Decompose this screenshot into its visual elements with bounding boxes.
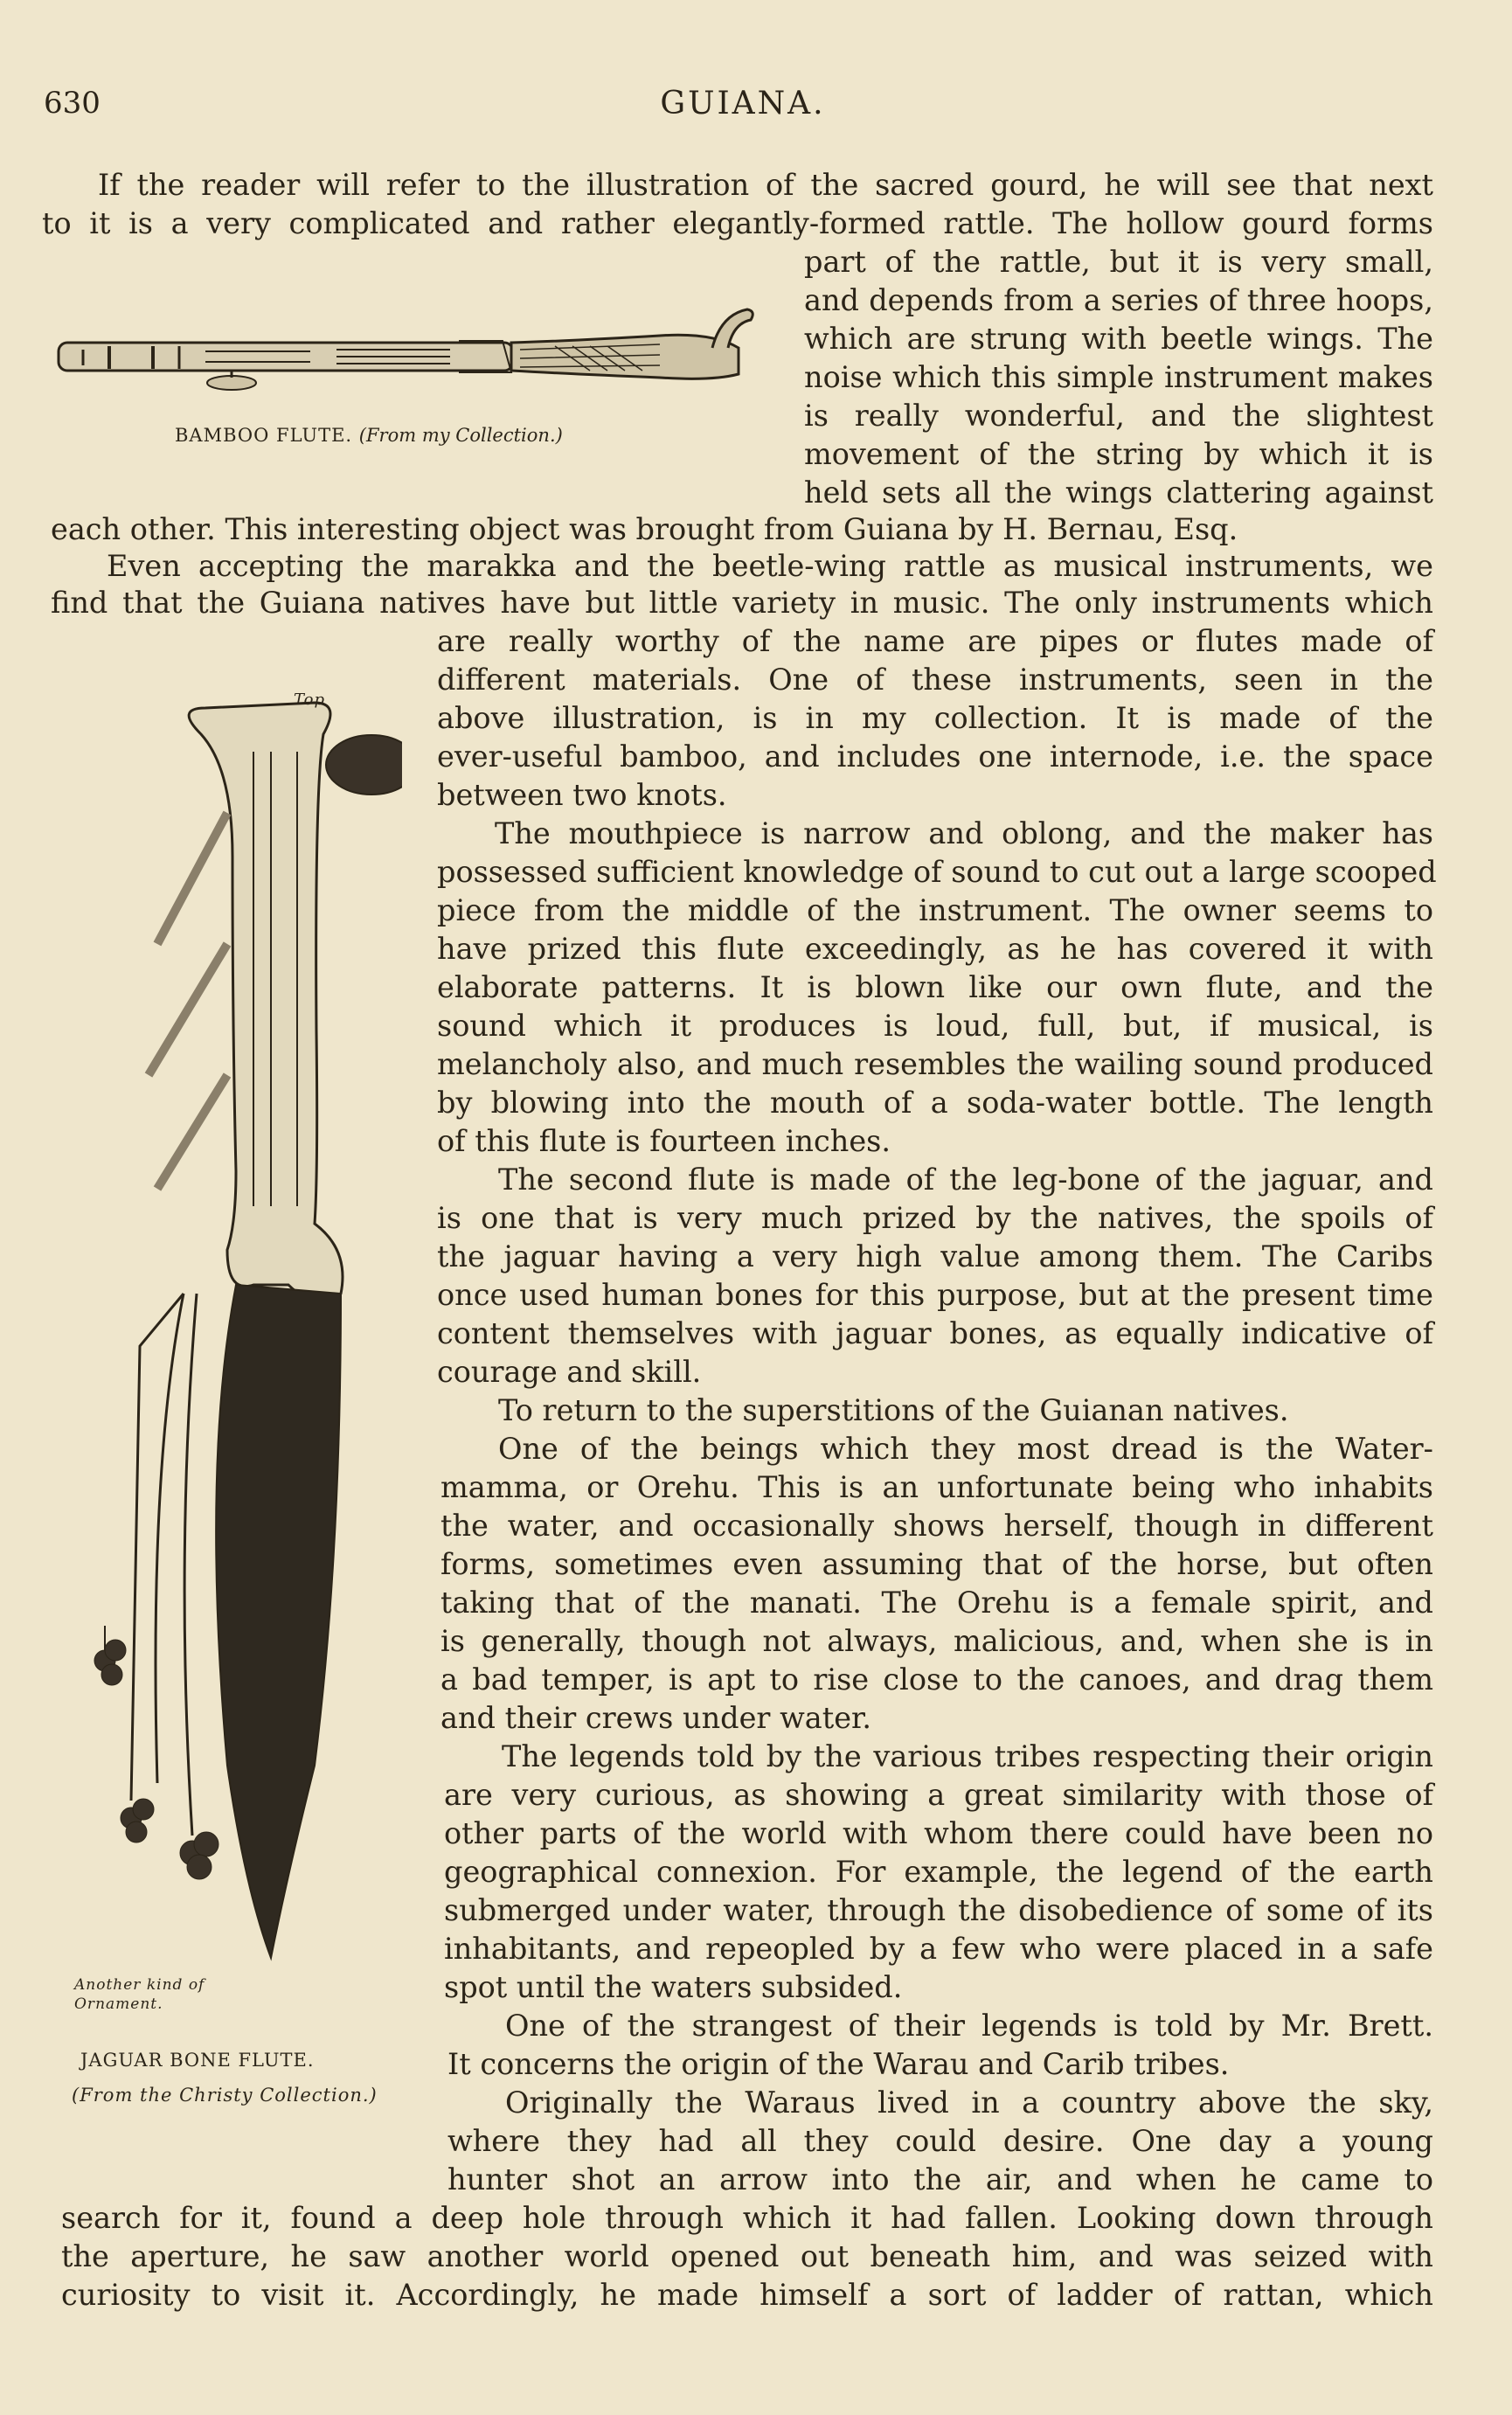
page-number: 630 [44,86,101,121]
text-line: hunter shot an arrow into the air, and when he came to [447,2162,1433,2196]
text-line: movement of the string by which it is [804,437,1433,471]
text-line: is one that is very much prized by the natives, the spoils of [437,1201,1433,1235]
text-line: The legends told by the various tribes respecting their origin [502,1739,1433,1773]
text-line: courage and skill. [437,1355,702,1389]
text-line: It concerns the origin of the Warau and Carib tribes. [447,2047,1230,2081]
text-line: each other. This interesting object was brought from Guiana by H. Bernau, Esq. [51,512,1238,546]
text-line: noise which this simple instrument makes [804,360,1433,394]
text-line: possessed sufficient knowledge of sound to cut out a large scooped [437,855,1437,889]
text-line: content themselves with jaguar bones, as equally indicative of [437,1316,1433,1350]
text-line: other parts of the world with whom there could have been no [444,1816,1433,1850]
text-line: The second flute is made of the leg-bone of the jaguar, and [498,1162,1433,1197]
bamboo-flute-caption-source: (From my Collection.) [358,425,563,446]
text-line: Even accepting the marakka and the beetle-wing rattle as musical instruments, we [107,549,1433,583]
text-line: piece from the middle of the instrument. The owner seems to [437,893,1433,927]
text-line: above illustration, is in my collection. It is made of the [437,701,1433,735]
jaguar-flute-label-ornament [74,1975,232,2014]
text-line: which are strung with beetle wings. The [804,322,1433,356]
text-line: spot until the waters subsided. [444,1970,903,2004]
text-line: sound which it produces is loud, full, but, if musical, is [437,1009,1433,1043]
text-line: The mouthpiece is narrow and oblong, and the maker has [495,816,1433,850]
text-line: is generally, though not always, malicious, and, when she is in [440,1624,1433,1658]
text-line: are very curious, as showing a great similarity with those of [444,1778,1433,1812]
text-line: One of the beings which they most dread is the Water- [498,1432,1433,1466]
text-line: between two knots. [437,778,727,812]
text-line: the jaguar having a very high value among them. The Caribs [437,1239,1433,1273]
text-line: part of the rattle, but it is very small, [804,245,1433,279]
bamboo-flute-illustration [48,297,756,420]
text-line: by blowing into the mouth of a soda-water bottle. The length [437,1086,1433,1120]
ornament-label-line-1: Another kind [74,1976,184,1994]
text-line: taking that of the manati. The Orehu is a female spirit, and [440,1586,1433,1620]
jaguar-flute-caption-title: JAGUAR BONE FLUTE. [80,2050,315,2071]
jaguar-bone-flute-illustration [52,682,402,2045]
text-line: a bad temper, is apt to rise close to the canoes, and drag them [440,1662,1433,1697]
text-line: One of the strangest of their legends is told by Mr. Brett. [505,2009,1433,2043]
text-line: held sets all the wings clattering against [804,475,1433,510]
text-line: curiosity to visit it. Accordingly, he made himself a sort of ladder of rattan, which [61,2278,1433,2312]
text-line: search for it, found a deep hole through which it had fallen. Looking down through [61,2201,1433,2235]
bamboo-flute-caption-title: BAMBOO FLUTE. [175,425,353,446]
running-title: GUIANA. [660,86,826,121]
text-line: is really wonderful, and the slightest [804,399,1433,433]
jaguar-flute-caption-source: (From the Christy Collection.) [72,2085,378,2106]
text-line: have prized this flute exceedingly, as he has covered it with [437,932,1433,966]
text-line: If the reader will refer to the illustration of the sacred gourd, he will see that next [98,168,1433,202]
text-line: where they had all they could desire. One day a young [447,2124,1433,2158]
text-line: of this flute is fourteen inches. [437,1124,891,1158]
text-line: ever-useful bamboo, and includes one internode, i.e. the space [437,739,1433,774]
text-line: are really worthy of the name are pipes or flutes made of [437,624,1433,658]
text-line: to it is a very complicated and rather elegantly-formed rattle. The hollow gourd forms [42,206,1433,240]
text-line: mamma, or Orehu. This is an unfortunate being who inhabits [440,1470,1433,1504]
text-line: find that the Guiana natives have but little variety in music. The only instruments which [51,586,1433,620]
jaguar-flute-label-top: Top [294,690,325,709]
ornament-label-line-2: of [188,1976,205,1994]
text-line: different materials. One of these instruments, seen in the [437,663,1433,697]
text-line: and their crews under water. [440,1701,871,1735]
text-line: the water, and occasionally shows herself, though in different [440,1509,1433,1543]
text-line: forms, sometimes even assuming that of the horse, but often [440,1547,1433,1581]
text-line: melancholy also, and much resembles the wailing sound produced [437,1047,1433,1081]
ornament-label-line-3: Ornament. [74,1995,163,2013]
text-line: To return to the superstitions of the Guianan natives. [498,1393,1289,1427]
text-line: submerged under water, through the disobedience of some of its [444,1893,1433,1927]
text-line: inhabitants, and repeopled by a few who were placed in a safe [444,1932,1433,1966]
page-header [44,86,1442,129]
bamboo-flute-caption [175,425,563,446]
text-line: elaborate patterns. It is blown like our own flute, and the [437,970,1433,1004]
text-line: and depends from a series of three hoops, [804,283,1433,317]
text-line: the aperture, he saw another world opened out beneath him, and was seized with [61,2239,1433,2273]
text-line: Originally the Waraus lived in a country above the sky, [505,2085,1433,2120]
text-line: once used human bones for this purpose, but at the present time [437,1278,1433,1312]
text-line: geographical connexion. For example, the legend of the earth [444,1855,1433,1889]
